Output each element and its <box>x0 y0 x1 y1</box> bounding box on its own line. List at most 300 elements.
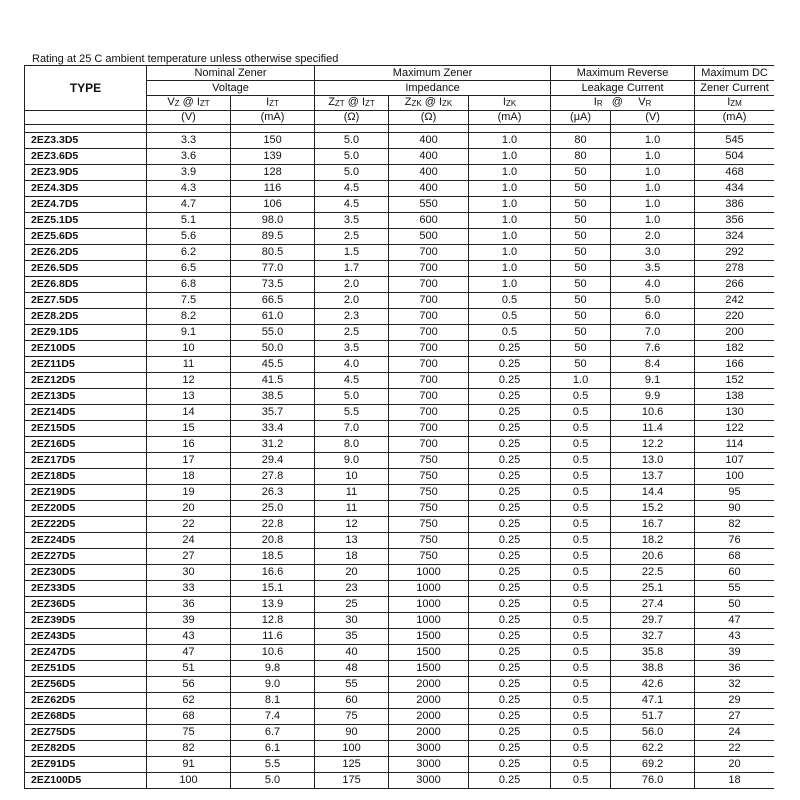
value-cell: 68 <box>695 549 774 565</box>
value-cell: 60 <box>695 565 774 581</box>
value-cell: 40 <box>315 645 389 661</box>
part-number-cell: 2EZ47D5 <box>25 645 147 661</box>
value-cell: 50 <box>551 293 611 309</box>
value-cell: 0.25 <box>469 549 551 565</box>
table-row <box>25 405 775 421</box>
part-number-cell: 2EZ27D5 <box>25 549 147 565</box>
value-cell: 1.0 <box>611 133 695 149</box>
value-cell: 0.5 <box>551 421 611 437</box>
value-cell: 1000 <box>389 613 469 629</box>
table-row <box>25 133 775 149</box>
value-cell: 4.0 <box>611 277 695 293</box>
value-cell: 29.7 <box>611 613 695 629</box>
part-number-cell: 2EZ7.5D5 <box>25 293 147 309</box>
table-row <box>25 469 775 485</box>
table-body <box>25 133 775 789</box>
value-cell: 1.0 <box>469 133 551 149</box>
value-cell: 5.0 <box>315 165 389 181</box>
value-cell: 0.5 <box>551 453 611 469</box>
value-cell: 700 <box>389 373 469 389</box>
value-cell: 3000 <box>389 757 469 773</box>
value-cell: 50 <box>551 181 611 197</box>
value-cell: 138 <box>695 389 774 405</box>
param-ir: $I_R$ <box>593 96 603 108</box>
part-number-cell: 2EZ43D5 <box>25 629 147 645</box>
part-number-cell: 2EZ18D5 <box>25 469 147 485</box>
max-dc-current-header-line1: Maximum DC <box>695 66 774 81</box>
value-cell: 1.0 <box>611 149 695 165</box>
part-number-cell: 2EZ13D5 <box>25 389 147 405</box>
value-cell: 16 <box>147 437 231 453</box>
value-cell: 5.5 <box>231 757 315 773</box>
value-cell: 12.8 <box>231 613 315 629</box>
value-cell: 47 <box>695 613 774 629</box>
value-cell: 91 <box>147 757 231 773</box>
part-number-cell: 2EZ91D5 <box>25 757 147 773</box>
value-cell: 700 <box>389 309 469 325</box>
value-cell: 29.4 <box>231 453 315 469</box>
value-cell: 116 <box>231 181 315 197</box>
value-cell: 25 <box>315 597 389 613</box>
header-spacer-row <box>25 125 775 133</box>
value-cell: 545 <box>695 133 774 149</box>
value-cell: 700 <box>389 421 469 437</box>
value-cell: 45.5 <box>231 357 315 373</box>
value-cell: 0.5 <box>551 597 611 613</box>
value-cell: 100 <box>147 773 231 789</box>
value-cell: 324 <box>695 229 774 245</box>
max-impedance-header-line1: Maximum Zener <box>315 66 551 81</box>
value-cell: 13.7 <box>611 469 695 485</box>
value-cell: 130 <box>695 405 774 421</box>
value-cell: 50 <box>551 309 611 325</box>
param-izk: $I_{ZK}$ <box>469 96 551 111</box>
part-number-cell: 2EZ19D5 <box>25 485 147 501</box>
value-cell: 0.25 <box>469 373 551 389</box>
value-cell: 500 <box>389 229 469 245</box>
value-cell: 5.0 <box>315 133 389 149</box>
value-cell: 0.5 <box>551 485 611 501</box>
value-cell: 76 <box>695 533 774 549</box>
value-cell: 0.5 <box>551 565 611 581</box>
value-cell: 2000 <box>389 725 469 741</box>
part-number-cell: 2EZ22D5 <box>25 517 147 533</box>
value-cell: 12 <box>147 373 231 389</box>
value-cell: 0.25 <box>469 693 551 709</box>
value-cell: 400 <box>389 181 469 197</box>
value-cell: 0.25 <box>469 645 551 661</box>
value-cell: 30 <box>147 565 231 581</box>
value-cell: 90 <box>695 501 774 517</box>
value-cell: 5.0 <box>231 773 315 789</box>
part-number-cell: 2EZ17D5 <box>25 453 147 469</box>
value-cell: 400 <box>389 149 469 165</box>
part-number-cell: 2EZ6.2D5 <box>25 245 147 261</box>
part-number-cell: 2EZ12D5 <box>25 373 147 389</box>
value-cell: 27 <box>695 709 774 725</box>
value-cell: 10 <box>315 469 389 485</box>
zener-spec-table <box>24 65 774 789</box>
value-cell: 1.0 <box>469 149 551 165</box>
nominal-voltage-header-line1: Nominal Zener <box>147 66 315 81</box>
value-cell: 0.5 <box>551 469 611 485</box>
value-cell: 139 <box>231 149 315 165</box>
value-cell: 29 <box>695 693 774 709</box>
part-number-cell: 2EZ51D5 <box>25 661 147 677</box>
value-cell: 0.25 <box>469 741 551 757</box>
part-number-cell: 2EZ5.6D5 <box>25 229 147 245</box>
value-cell: 25.1 <box>611 581 695 597</box>
rating-caption: Rating at 25 C ambient temperature unless otherwise specified <box>32 53 339 65</box>
value-cell: 6.0 <box>611 309 695 325</box>
value-cell: 2.0 <box>315 277 389 293</box>
value-cell: 2000 <box>389 693 469 709</box>
value-cell: 50 <box>551 165 611 181</box>
value-cell: 18 <box>695 773 774 789</box>
value-cell: 10 <box>147 341 231 357</box>
value-cell: 68 <box>147 709 231 725</box>
max-dc-current-header-line2: Zener Current <box>695 81 774 96</box>
value-cell: 50.0 <box>231 341 315 357</box>
value-cell: 24 <box>695 725 774 741</box>
part-number-cell: 2EZ16D5 <box>25 437 147 453</box>
param-izt: $I_{ZT}$ <box>231 96 315 111</box>
value-cell: 12.2 <box>611 437 695 453</box>
value-cell: 3.5 <box>315 213 389 229</box>
value-cell: 39 <box>147 613 231 629</box>
table-row <box>25 645 775 661</box>
value-cell: 0.5 <box>551 725 611 741</box>
value-cell: 1.0 <box>611 181 695 197</box>
value-cell: 356 <box>695 213 774 229</box>
value-cell: 0.25 <box>469 757 551 773</box>
table-row <box>25 629 775 645</box>
value-cell: 33.4 <box>231 421 315 437</box>
value-cell: 11 <box>315 485 389 501</box>
value-cell: 750 <box>389 549 469 565</box>
table-row <box>25 741 775 757</box>
value-cell: 82 <box>695 517 774 533</box>
value-cell: 5.0 <box>611 293 695 309</box>
value-cell: 80 <box>551 149 611 165</box>
value-cell: 9.0 <box>231 677 315 693</box>
table-row <box>25 197 775 213</box>
table-row <box>25 453 775 469</box>
value-cell: 0.25 <box>469 517 551 533</box>
value-cell: 5.0 <box>315 389 389 405</box>
value-cell: 3.9 <box>147 165 231 181</box>
value-cell: 1.0 <box>611 213 695 229</box>
value-cell: 0.5 <box>551 645 611 661</box>
value-cell: 700 <box>389 437 469 453</box>
value-cell: 15.2 <box>611 501 695 517</box>
value-cell: 43 <box>695 629 774 645</box>
value-cell: 9.1 <box>611 373 695 389</box>
max-impedance-header-line2: Impedance <box>315 81 551 96</box>
value-cell: 51.7 <box>611 709 695 725</box>
part-number-cell: 2EZ3.6D5 <box>25 149 147 165</box>
value-cell: 50 <box>551 245 611 261</box>
value-cell: 14 <box>147 405 231 421</box>
value-cell: 3.0 <box>611 245 695 261</box>
table-row <box>25 229 775 245</box>
nominal-voltage-header-line2: Voltage <box>147 81 315 96</box>
part-number-cell: 2EZ10D5 <box>25 341 147 357</box>
value-cell: 2.5 <box>315 325 389 341</box>
value-cell: 3000 <box>389 741 469 757</box>
value-cell: 62.2 <box>611 741 695 757</box>
value-cell: 122 <box>695 421 774 437</box>
value-cell: 50 <box>551 357 611 373</box>
value-cell: 292 <box>695 245 774 261</box>
value-cell: 22.5 <box>611 565 695 581</box>
value-cell: 0.5 <box>551 405 611 421</box>
value-cell: 5.6 <box>147 229 231 245</box>
unit-type-blank <box>25 111 147 125</box>
value-cell: 75 <box>147 725 231 741</box>
value-cell: 434 <box>695 181 774 197</box>
value-cell: 61.0 <box>231 309 315 325</box>
value-cell: 386 <box>695 197 774 213</box>
value-cell: 2.0 <box>611 229 695 245</box>
value-cell: 55 <box>695 581 774 597</box>
table-row <box>25 725 775 741</box>
value-cell: 1.0 <box>551 373 611 389</box>
value-cell: 0.25 <box>469 613 551 629</box>
value-cell: 66.5 <box>231 293 315 309</box>
value-cell: 3.5 <box>315 341 389 357</box>
table-row <box>25 165 775 181</box>
value-cell: 7.4 <box>231 709 315 725</box>
value-cell: 0.5 <box>551 437 611 453</box>
value-cell: 30 <box>315 613 389 629</box>
value-cell: 1.0 <box>469 261 551 277</box>
value-cell: 2000 <box>389 677 469 693</box>
value-cell: 0.25 <box>469 709 551 725</box>
value-cell: 38.5 <box>231 389 315 405</box>
value-cell: 0.25 <box>469 677 551 693</box>
table-row <box>25 357 775 373</box>
part-number-cell: 2EZ36D5 <box>25 597 147 613</box>
table-row <box>25 565 775 581</box>
table-row <box>25 325 775 341</box>
value-cell: 4.0 <box>315 357 389 373</box>
table-row <box>25 533 775 549</box>
value-cell: 400 <box>389 133 469 149</box>
value-cell: 1500 <box>389 661 469 677</box>
value-cell: 114 <box>695 437 774 453</box>
value-cell: 0.5 <box>551 581 611 597</box>
value-cell: 8.1 <box>231 693 315 709</box>
value-cell: 36 <box>695 661 774 677</box>
table-row <box>25 213 775 229</box>
value-cell: 0.5 <box>551 517 611 533</box>
unit-cell: (μA) <box>551 111 611 125</box>
table-row <box>25 245 775 261</box>
value-cell: 50 <box>551 197 611 213</box>
value-cell: 0.25 <box>469 661 551 677</box>
value-cell: 1.5 <box>315 245 389 261</box>
table-row <box>25 421 775 437</box>
param-vz: $V_Z$ @ $I_{ZT}$ <box>147 96 231 111</box>
value-cell: 700 <box>389 245 469 261</box>
value-cell: 11.4 <box>611 421 695 437</box>
value-cell: 27 <box>147 549 231 565</box>
value-cell: 504 <box>695 149 774 165</box>
part-number-cell: 2EZ100D5 <box>25 773 147 789</box>
value-cell: 0.25 <box>469 405 551 421</box>
value-cell: 6.5 <box>147 261 231 277</box>
part-number-cell: 2EZ3.9D5 <box>25 165 147 181</box>
table-header <box>25 66 775 133</box>
part-number-cell: 2EZ39D5 <box>25 613 147 629</box>
value-cell: 0.5 <box>551 693 611 709</box>
value-cell: 1.0 <box>469 213 551 229</box>
value-cell: 35 <box>315 629 389 645</box>
value-cell: 41.5 <box>231 373 315 389</box>
value-cell: 50 <box>551 277 611 293</box>
max-leakage-header-line1: Maximum Reverse <box>551 66 695 81</box>
value-cell: 20 <box>695 757 774 773</box>
value-cell: 1.0 <box>611 165 695 181</box>
value-cell: 8.0 <box>315 437 389 453</box>
value-cell: 77.0 <box>231 261 315 277</box>
part-number-cell: 2EZ4.3D5 <box>25 181 147 197</box>
part-number-cell: 2EZ75D5 <box>25 725 147 741</box>
part-number-cell: 2EZ3.3D5 <box>25 133 147 149</box>
value-cell: 0.5 <box>551 533 611 549</box>
value-cell: 700 <box>389 325 469 341</box>
value-cell: 43 <box>147 629 231 645</box>
table-row <box>25 437 775 453</box>
table-row <box>25 661 775 677</box>
value-cell: 75 <box>315 709 389 725</box>
value-cell: 9.1 <box>147 325 231 341</box>
value-cell: 700 <box>389 277 469 293</box>
value-cell: 2.0 <box>315 293 389 309</box>
value-cell: 0.5 <box>551 549 611 565</box>
value-cell: 27.4 <box>611 597 695 613</box>
value-cell: 0.25 <box>469 469 551 485</box>
value-cell: 1.0 <box>469 181 551 197</box>
value-cell: 9.9 <box>611 389 695 405</box>
value-cell: 32 <box>695 677 774 693</box>
value-cell: 18.5 <box>231 549 315 565</box>
value-cell: 700 <box>389 293 469 309</box>
value-cell: 750 <box>389 501 469 517</box>
value-cell: 20 <box>315 565 389 581</box>
value-cell: 700 <box>389 261 469 277</box>
value-cell: 11.6 <box>231 629 315 645</box>
table-row <box>25 277 775 293</box>
value-cell: 1.0 <box>469 165 551 181</box>
table-row <box>25 389 775 405</box>
value-cell: 1.0 <box>469 229 551 245</box>
value-cell: 20 <box>147 501 231 517</box>
part-number-cell: 2EZ20D5 <box>25 501 147 517</box>
value-cell: 152 <box>695 373 774 389</box>
value-cell: 6.2 <box>147 245 231 261</box>
table-row <box>25 693 775 709</box>
value-cell: 47.1 <box>611 693 695 709</box>
value-cell: 0.25 <box>469 389 551 405</box>
value-cell: 6.7 <box>231 725 315 741</box>
table-row <box>25 501 775 517</box>
value-cell: 0.5 <box>551 613 611 629</box>
value-cell: 22 <box>695 741 774 757</box>
value-cell: 4.5 <box>315 373 389 389</box>
part-number-cell: 2EZ9.1D5 <box>25 325 147 341</box>
value-cell: 0.25 <box>469 581 551 597</box>
unit-cell: (mA) <box>695 111 774 125</box>
value-cell: 107 <box>695 453 774 469</box>
value-cell: 22 <box>147 517 231 533</box>
value-cell: 3000 <box>389 773 469 789</box>
unit-cell: (mA) <box>469 111 551 125</box>
value-cell: 182 <box>695 341 774 357</box>
value-cell: 0.25 <box>469 565 551 581</box>
value-cell: 0.25 <box>469 773 551 789</box>
value-cell: 32.7 <box>611 629 695 645</box>
value-cell: 100 <box>315 741 389 757</box>
value-cell: 750 <box>389 517 469 533</box>
value-cell: 36 <box>147 597 231 613</box>
value-cell: 20.6 <box>611 549 695 565</box>
part-number-cell: 2EZ15D5 <box>25 421 147 437</box>
table-row <box>25 581 775 597</box>
value-cell: 0.25 <box>469 357 551 373</box>
value-cell: 0.25 <box>469 437 551 453</box>
value-cell: 4.5 <box>315 197 389 213</box>
value-cell: 48 <box>315 661 389 677</box>
table-row <box>25 293 775 309</box>
value-cell: 5.1 <box>147 213 231 229</box>
value-cell: 56 <box>147 677 231 693</box>
param-izm: $I_{ZM}$ <box>695 96 774 111</box>
value-cell: 20.8 <box>231 533 315 549</box>
value-cell: 1500 <box>389 629 469 645</box>
value-cell: 400 <box>389 165 469 181</box>
value-cell: 4.5 <box>315 181 389 197</box>
value-cell: 0.5 <box>469 325 551 341</box>
value-cell: 47 <box>147 645 231 661</box>
value-cell: 8.2 <box>147 309 231 325</box>
table-row <box>25 709 775 725</box>
part-number-cell: 2EZ82D5 <box>25 741 147 757</box>
value-cell: 750 <box>389 533 469 549</box>
value-cell: 11 <box>147 357 231 373</box>
value-cell: 175 <box>315 773 389 789</box>
value-cell: 11 <box>315 501 389 517</box>
table-row <box>25 149 775 165</box>
value-cell: 55.0 <box>231 325 315 341</box>
value-cell: 0.25 <box>469 629 551 645</box>
value-cell: 6.1 <box>231 741 315 757</box>
value-cell: 50 <box>551 325 611 341</box>
value-cell: 278 <box>695 261 774 277</box>
value-cell: 18.2 <box>611 533 695 549</box>
unit-cell: (Ω) <box>389 111 469 125</box>
table-row <box>25 261 775 277</box>
value-cell: 0.5 <box>551 741 611 757</box>
table-row <box>25 549 775 565</box>
param-zzt: $Z_{ZT}$ @ $I_{ZT}$ <box>315 96 389 111</box>
value-cell: 4.3 <box>147 181 231 197</box>
table-row <box>25 309 775 325</box>
table-row <box>25 341 775 357</box>
value-cell: 50 <box>551 213 611 229</box>
part-number-cell: 2EZ4.7D5 <box>25 197 147 213</box>
